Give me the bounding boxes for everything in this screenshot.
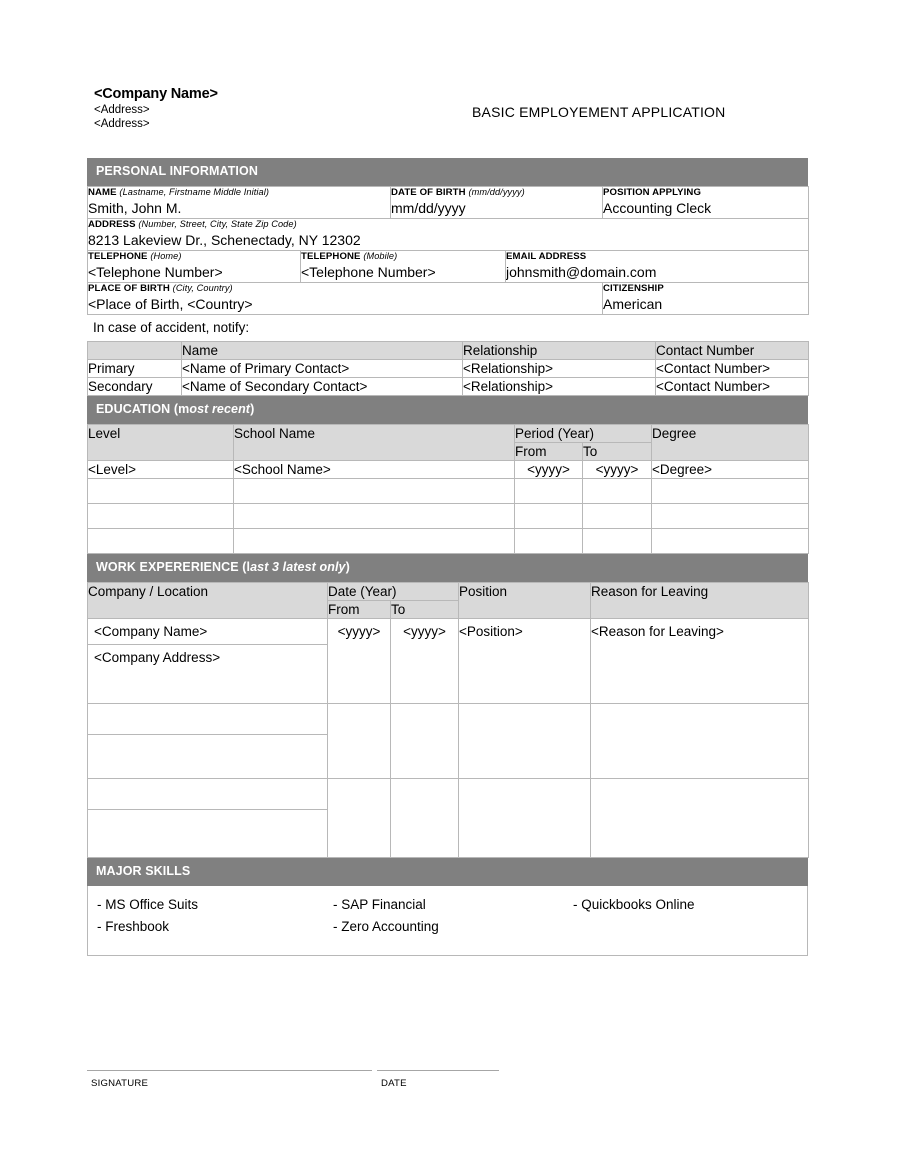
emergency-contacts-table: [87, 341, 809, 396]
section-header-work-experience-tail: ): [345, 560, 350, 574]
field-citizenship-label: CITIZENSHIP: [603, 283, 664, 294]
cell-contact-relationship[interactable]: <Relationship>: [463, 378, 656, 396]
signature-line[interactable]: [87, 1070, 372, 1071]
signature-label: SIGNATURE: [91, 1078, 149, 1089]
field-name[interactable]: [88, 187, 391, 219]
cell-work-company-name[interactable]: [88, 779, 327, 810]
cell-education-school-name[interactable]: <School Name>: [234, 461, 515, 479]
cell-education-to[interactable]: [583, 479, 652, 504]
cell-work-from[interactable]: <yyyy>: [328, 619, 391, 704]
skills-column-2: [333, 894, 439, 938]
field-place-of-birth-value: <Place of Birth, <Country>: [88, 296, 253, 312]
cell-education-school-name[interactable]: [234, 504, 515, 529]
field-email-address[interactable]: [506, 251, 809, 283]
section-header-education-italic: ost recent: [189, 402, 251, 416]
cell-education-level[interactable]: [88, 504, 234, 529]
section-header-education-tail: ): [250, 402, 255, 416]
cell-work-from[interactable]: [328, 704, 391, 779]
column-header-period-to: To: [583, 443, 652, 461]
cell-work-company: [88, 704, 328, 779]
emergency-contacts-intro: In case of accident, notify:: [93, 320, 250, 335]
skills-column-1: [97, 894, 198, 938]
field-email-address-label: EMAIL ADDRESS: [506, 251, 587, 262]
column-header-date-from: From: [328, 601, 391, 619]
cell-priority: Secondary: [88, 378, 182, 396]
field-email-address-value: johnsmith@domain.com: [506, 264, 657, 280]
cell-work-company: [88, 619, 328, 704]
cell-education-degree[interactable]: [652, 529, 809, 554]
field-place-of-birth[interactable]: [88, 283, 603, 315]
column-header-relationship: Relationship: [463, 342, 656, 360]
column-header-priority: [88, 342, 182, 360]
table-row: [88, 529, 809, 554]
column-header-reason-for-leaving: Reason for Leaving: [591, 583, 809, 619]
skill-item: - Zero Accounting: [333, 919, 439, 934]
table-row: [88, 283, 809, 315]
major-skills-box: [87, 886, 808, 956]
cell-work-to[interactable]: [391, 779, 459, 858]
field-position-applying-value: Accounting Cleck: [603, 200, 712, 216]
field-telephone-home-value: <Telephone Number>: [88, 264, 223, 280]
cell-priority: Primary: [88, 360, 182, 378]
field-telephone-mobile-label: TELEPHONE (Mobile): [301, 251, 398, 262]
document-title: BASIC EMPLOYEMENT APPLICATION: [472, 104, 726, 120]
cell-contact-number[interactable]: <Contact Number>: [656, 378, 809, 396]
cell-education-level[interactable]: [88, 529, 234, 554]
cell-contact-name[interactable]: <Name of Primary Contact>: [182, 360, 463, 378]
field-date-of-birth[interactable]: [391, 187, 603, 219]
company-name: <Company Name>: [94, 86, 218, 102]
column-header-level: Level: [88, 425, 234, 461]
field-date-of-birth-label: DATE OF BIRTH (mm/dd/yyyy): [391, 187, 525, 198]
column-header-name: Name: [182, 342, 463, 360]
date-line[interactable]: [377, 1070, 499, 1071]
section-header-education-main: EDUCATION (m: [96, 402, 190, 416]
field-telephone-mobile[interactable]: [301, 251, 506, 283]
field-telephone-home[interactable]: [88, 251, 301, 283]
skills-column-3: [573, 894, 695, 916]
cell-work-company-name[interactable]: <Company Name>: [88, 619, 327, 645]
column-header-date: Date (Year): [328, 583, 459, 601]
cell-work-position[interactable]: [459, 779, 591, 858]
table-header-row: [88, 425, 809, 443]
column-header-position: Position: [459, 583, 591, 619]
cell-work-reason[interactable]: [591, 704, 809, 779]
column-header-school-name: School Name: [234, 425, 515, 461]
table-row: [88, 360, 809, 378]
cell-work-to[interactable]: <yyyy>: [391, 619, 459, 704]
skill-item: - Freshbook: [97, 919, 170, 934]
field-name-value: Smith, John M.: [88, 200, 182, 216]
form-body: [87, 158, 808, 956]
cell-contact-name[interactable]: <Name of Secondary Contact>: [182, 378, 463, 396]
field-address-value: 8213 Lakeview Dr., Schenectady, NY 12302: [88, 232, 361, 248]
table-row: [88, 219, 809, 251]
cell-education-degree[interactable]: <Degree>: [652, 461, 809, 479]
field-position-applying[interactable]: [603, 187, 809, 219]
company-address-line-2: <Address>: [94, 118, 150, 130]
table-header-row: [88, 342, 809, 360]
section-header-personal-information: PERSONAL INFORMATION: [87, 158, 808, 186]
field-place-of-birth-label: PLACE OF BIRTH (City, Country): [88, 283, 233, 294]
column-header-date-to: To: [391, 601, 459, 619]
cell-education-from[interactable]: <yyyy>: [515, 461, 583, 479]
cell-work-company-address[interactable]: <Company Address>: [94, 650, 221, 665]
skill-item: - MS Office Suits: [97, 897, 199, 912]
cell-work-from[interactable]: [328, 779, 391, 858]
cell-education-from[interactable]: [515, 504, 583, 529]
section-header-education: [87, 396, 808, 424]
date-label: DATE: [381, 1078, 407, 1089]
column-header-company-location: Company / Location: [88, 583, 328, 619]
cell-education-to[interactable]: [583, 504, 652, 529]
field-address[interactable]: [88, 219, 809, 251]
section-header-work-experience-main: WORK EXPERERIENCE (l: [96, 560, 251, 574]
cell-education-school-name[interactable]: [234, 479, 515, 504]
table-row: [88, 704, 809, 779]
cell-education-degree[interactable]: [652, 479, 809, 504]
cell-education-from[interactable]: [515, 479, 583, 504]
education-table: [87, 424, 809, 554]
column-header-degree: Degree: [652, 425, 809, 461]
column-header-period: Period (Year): [515, 425, 652, 443]
cell-work-company-address[interactable]: [88, 735, 327, 743]
section-header-work-experience-italic: ast 3 latest only: [250, 560, 346, 574]
cell-education-to[interactable]: <yyyy>: [583, 461, 652, 479]
work-experience-table: [87, 582, 809, 858]
column-header-period-from: From: [515, 443, 583, 461]
table-row: [88, 378, 809, 396]
cell-work-position[interactable]: [459, 704, 591, 779]
table-row: [88, 187, 809, 219]
cell-work-position[interactable]: <Position>: [459, 619, 591, 704]
field-position-applying-label: POSITION APPLYING: [603, 187, 702, 198]
skill-item: - Quickbooks Online: [573, 897, 695, 912]
table-row: [88, 479, 809, 504]
skill-item: - SAP Financial: [333, 897, 426, 912]
cell-work-company-name[interactable]: [88, 704, 327, 735]
form-header: [94, 86, 808, 131]
cell-education-to[interactable]: [583, 529, 652, 554]
cell-work-reason[interactable]: [591, 779, 809, 858]
cell-education-school-name[interactable]: [234, 529, 515, 554]
cell-education-from[interactable]: [515, 529, 583, 554]
field-address-label: ADDRESS (Number, Street, City, State Zip Code): [88, 219, 297, 230]
company-block: [94, 86, 424, 131]
cell-education-degree[interactable]: [652, 504, 809, 529]
cell-education-level[interactable]: [88, 479, 234, 504]
cell-work-company: [88, 779, 328, 858]
cell-education-level[interactable]: <Level>: [88, 461, 234, 479]
section-header-major-skills: MAJOR SKILLS: [87, 858, 808, 886]
table-row: [88, 461, 809, 479]
cell-work-to[interactable]: [391, 704, 459, 779]
table-row: [88, 619, 809, 704]
field-name-label: NAME (Lastname, Firstname Middle Initial): [88, 187, 270, 198]
cell-contact-number[interactable]: <Contact Number>: [656, 360, 809, 378]
table-row: [88, 251, 809, 283]
field-date-of-birth-value: mm/dd/yyyy: [391, 200, 466, 216]
company-address-line-1: <Address>: [94, 104, 150, 116]
cell-work-reason[interactable]: <Reason for Leaving>: [591, 619, 809, 704]
cell-work-company-address[interactable]: [88, 810, 327, 818]
section-header-work-experience: [87, 554, 808, 582]
personal-information-table: [87, 186, 809, 315]
cell-contact-relationship[interactable]: <Relationship>: [463, 360, 656, 378]
table-row: [88, 504, 809, 529]
column-header-contact-number: Contact Number: [656, 342, 809, 360]
table-row: [88, 779, 809, 858]
field-telephone-home-label: TELEPHONE (Home): [88, 251, 182, 262]
field-citizenship[interactable]: [603, 283, 809, 315]
table-header-row: [88, 583, 809, 601]
field-telephone-mobile-value: <Telephone Number>: [301, 264, 436, 280]
field-citizenship-value: American: [603, 296, 663, 312]
